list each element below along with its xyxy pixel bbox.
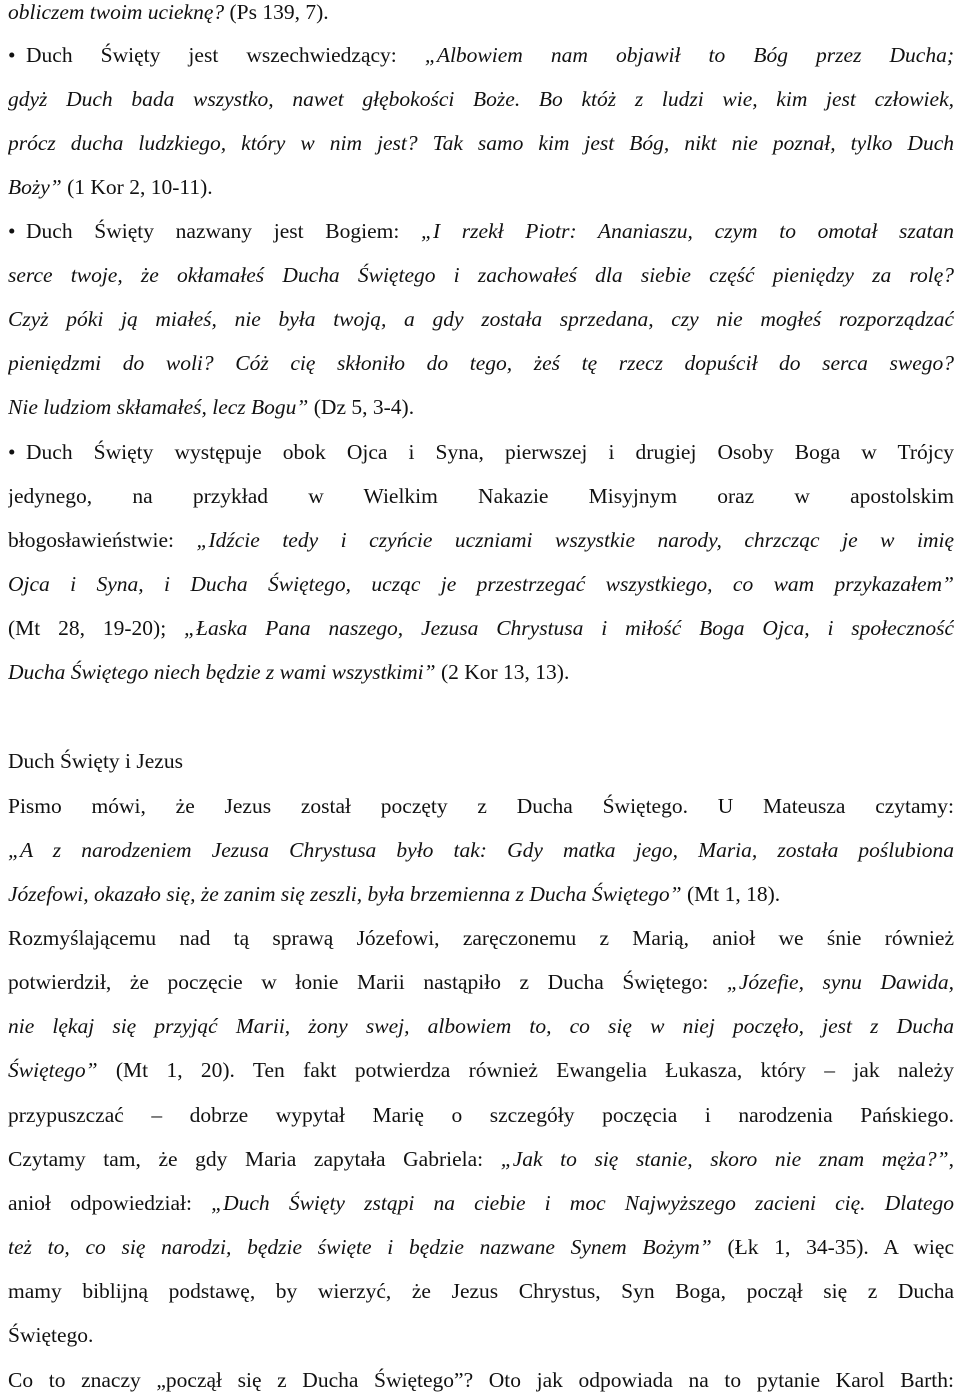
text-line (8, 304, 954, 334)
quote-span: „Albowiem nam objawił to Bóg przez Ducha; (424, 43, 954, 67)
text-line (8, 569, 954, 599)
text-line (8, 437, 954, 467)
quote-span: Świętego” (8, 1058, 116, 1082)
text-span: Co to znaczy „począł się z Ducha Świętego”? Oto jak odpowiada na to pytanie Karol Barth: (8, 1368, 954, 1392)
text-line (8, 216, 954, 246)
quote-span: Ojca i Syna, i Ducha Świętego, ucząc je przestrzegać wszystkiego, co wam przykazałem” (8, 572, 954, 596)
text-span: błogosławieństwie: (8, 528, 197, 552)
text-line (8, 172, 954, 202)
bullet-icon: • (8, 440, 16, 464)
text-span: (Mt 1, 20). Ten fakt potwierdza również Ewangelia Łukasza, który – jak należy (115, 1058, 954, 1082)
heading-text: Duch Święty i Jezus (8, 749, 183, 773)
quote-span: pieniędzmi do woli? Cóż cię skłoniło do tego, żeś tę rzecz dopuścił do serca swego? (8, 351, 954, 375)
text-line (8, 128, 954, 158)
text-line (8, 1100, 954, 1130)
quote-span: też to, co się narodzi, będzie święte i będzie nazwane Synem Bożym” (8, 1235, 728, 1259)
text-line (8, 879, 954, 909)
quote-span: Ducha Świętego niech będzie z wami wszystkimi” (8, 660, 441, 684)
bullet-icon: • (8, 43, 16, 67)
quote-span: „Jak to się stanie, skoro nie znam męża?” (500, 1147, 949, 1171)
text-line (8, 1188, 954, 1218)
text-line (8, 0, 954, 27)
quote-span: serce twoje, że okłamałeś Ducha Świętego i zachowałeś dla siebie część pieniędzy za rolę? (8, 263, 954, 287)
reference-span: (Dz 5, 3-4). (313, 395, 415, 419)
text-line (8, 1144, 954, 1174)
text-span: Rozmyślającemu nad tą sprawą Józefowi, zaręczonemu z Marią, anioł we śnie również (8, 926, 954, 950)
text-span: Duch Święty jest wszechwiedzący: (26, 43, 425, 67)
text-line (8, 1232, 954, 1262)
text-line (8, 392, 954, 422)
text-line (8, 1011, 954, 1041)
quote-span: Czyż póki ją miałeś, nie była twoją, a gdy została sprzedana, czy nie mogłeś rozporządzać (8, 307, 954, 331)
quote-span: „I rzekł Piotr: Ananiaszu, czym to omotał szatan (421, 219, 954, 243)
quote-span: „A z narodzeniem Jezusa Chrystusa było tak: Gdy matka jego, Maria, została poślubiona (8, 838, 954, 862)
quote-span: „Łaska Pana naszego, Jezusa Chrystusa i miłość Boga Ojca, i społeczność (184, 616, 954, 640)
text-span: przypuszczać – dobrze wypytał Marię o szczegóły poczęcia i narodzenia Pańskiego. (8, 1103, 954, 1127)
text-line (8, 835, 954, 865)
reference-span: (1 Kor 2, 10-11). (67, 175, 213, 199)
section-heading (8, 746, 954, 776)
text-line (8, 525, 954, 555)
quote-span: prócz ducha ludzkiego, który w nim jest? Tak samo kim jest Bóg, nikt nie poznał, tylko Duch (8, 131, 954, 155)
text-line (8, 84, 954, 114)
text-line (8, 791, 954, 821)
quote-span: Józefowi, okazało się, że zanim się zeszli, była brzemienna z Ducha Świętego” (8, 882, 687, 906)
bullet-icon: • (8, 219, 16, 243)
quote-span: nie lękaj się przyjąć Marii, żony swej, albowiem to, co się w niej poczęło, jest z Ducha (8, 1014, 954, 1038)
reference-span: (Mt 1, 18). (686, 882, 781, 906)
text-span: potwierdził, że poczęcie w łonie Marii nastąpiło z Ducha Świętego: (8, 970, 727, 994)
text-span: Duch Święty występuje obok Ojca i Syna, pierwszej i drugiej Osoby Boga w Trójcy (26, 440, 954, 464)
reference-span: (Mt 28, 19-20); (8, 616, 185, 640)
text-line (8, 967, 954, 997)
quote-span: Nie ludziom skłamałeś, lecz Bogu” (8, 395, 314, 419)
text-span: Czytamy tam, że gdy Maria zapytała Gabriela: (8, 1147, 501, 1171)
text-span: Świętego. (8, 1323, 94, 1347)
quote-span: Boży” (8, 175, 68, 199)
text-line (8, 1055, 954, 1085)
text-span: (Ps 139, 7). (229, 0, 329, 24)
text-line (8, 348, 954, 378)
text-line (8, 1365, 954, 1395)
text-span: , (948, 1147, 954, 1171)
text-line (8, 657, 954, 687)
text-line (8, 1276, 954, 1306)
text-span: jedynego, na przykład w Wielkim Nakazie Misyjnym oraz w apostolskim (8, 484, 954, 508)
quote-span: „Józefie, synu Dawida, (726, 970, 954, 994)
text-span: Duch Święty nazwany jest Bogiem: (26, 219, 422, 243)
reference-span: (2 Kor 13, 13). (440, 660, 570, 684)
text-line (8, 481, 954, 511)
quote-span: „Idźcie tedy i czyńcie uczniami wszystkie narody, chrzcząc je w imię (196, 528, 954, 552)
text-span: anioł odpowiedział: (8, 1191, 212, 1215)
text-line (8, 1320, 954, 1350)
text-line (8, 613, 954, 643)
quote-span: gdyż Duch bada wszystko, nawet głębokości Boże. Bo któż z ludzi wie, kim jest człowiek, (8, 87, 954, 111)
text-line (8, 260, 954, 290)
text-line (8, 923, 954, 953)
text-span: mamy biblijną podstawę, by wierzyć, że Jezus Chrystus, Syn Boga, począł się z Ducha (8, 1279, 954, 1303)
text-span: (Łk 1, 34-35). A więc (727, 1235, 954, 1259)
quote-span: obliczem twoim ucieknę? (8, 0, 230, 24)
text-span: Pismo mówi, że Jezus został poczęty z Ducha Świętego. U Mateusza czytamy: (8, 794, 954, 818)
text-line (8, 40, 954, 70)
quote-span: „Duch Święty zstąpi na ciebie i moc Najwyższego zacieni cię. Dlatego (211, 1191, 954, 1215)
